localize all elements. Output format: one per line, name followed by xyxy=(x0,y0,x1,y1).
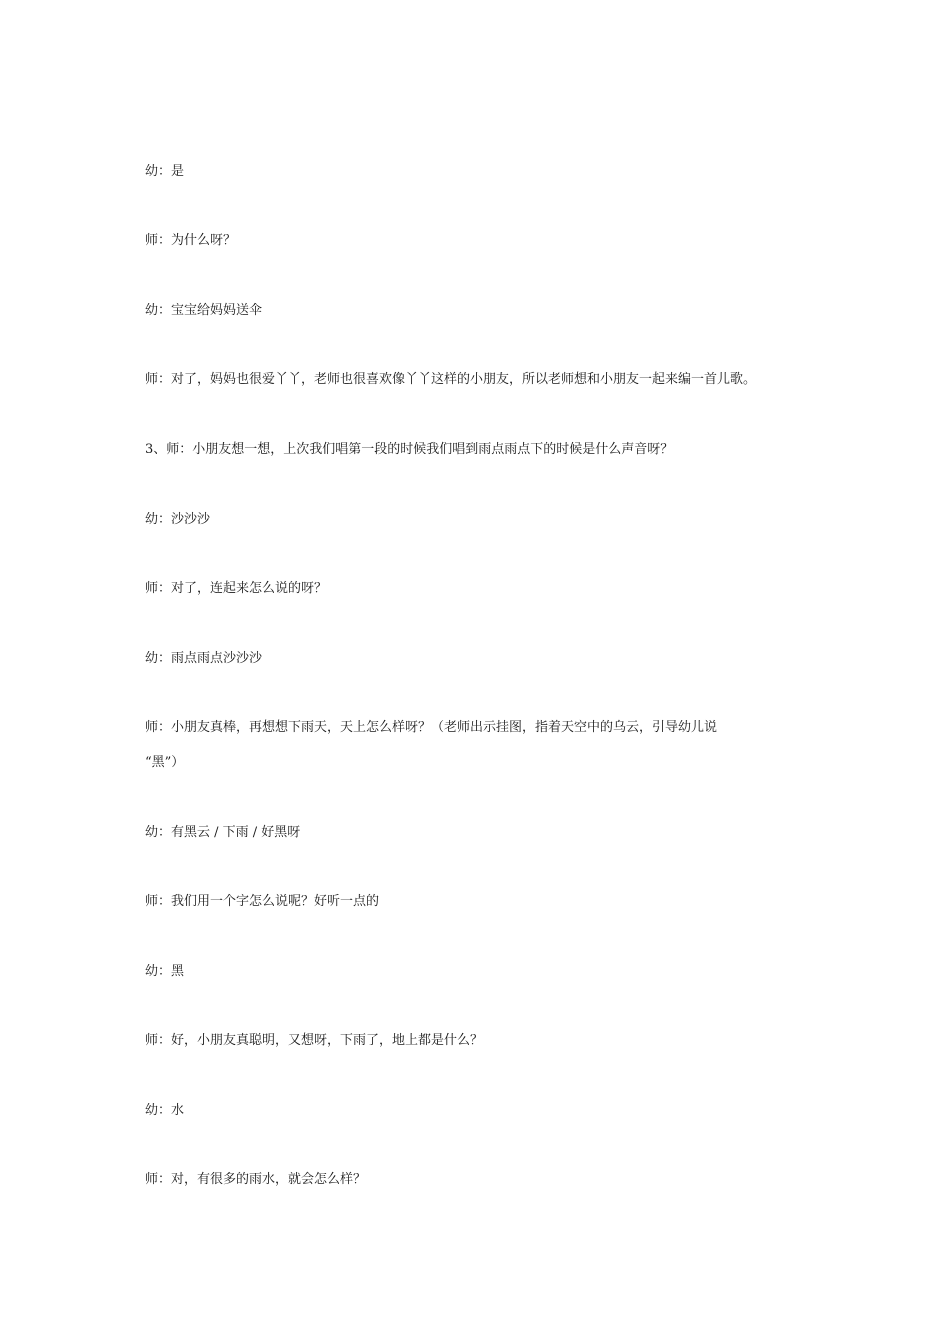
dialogue-line-continuation: “黑”） xyxy=(145,755,185,770)
dialogue-line: 幼：雨点雨点沙沙沙 xyxy=(145,651,263,666)
dialogue-line: 师：好，小朋友真聪明，又想呀，下雨了，地上都是什么？ xyxy=(145,1033,484,1048)
dialogue-line: 师：我们用一个字怎么说呢？好听一点的 xyxy=(145,894,380,909)
dialogue-line: 幼：有黑云 / 下雨 / 好黑呀 xyxy=(145,825,301,840)
dialogue-line: 师：对了，连起来怎么说的呀？ xyxy=(145,581,328,596)
dialogue-line: 3、师：小朋友想一想，上次我们唱第一段的时候我们唱到雨点雨点下的时候是什么声音呀？ xyxy=(145,442,674,457)
dialogue-line: 师：为什么呀？ xyxy=(145,233,237,248)
dialogue-line: 幼：是 xyxy=(145,164,185,179)
dialogue-line: 师：小朋友真棒，再想想下雨天，天上怎么样呀？（老师出示挂图，指着天空中的乌云，引导幼儿说 xyxy=(145,720,718,735)
dialogue-line: 幼：黑 xyxy=(145,964,185,979)
dialogue-line: 幼：水 xyxy=(145,1103,185,1118)
dialogue-line: 幼：宝宝给妈妈送伞 xyxy=(145,303,263,318)
dialogue-line: 师：对，有很多的雨水，就会怎么样？ xyxy=(145,1172,367,1187)
dialogue-line: 幼：沙沙沙 xyxy=(145,512,211,527)
dialogue-line: 师：对了，妈妈也很爱丫丫，老师也很喜欢像丫丫这样的小朋友，所以老师想和小朋友一起来编一首儿歌。 xyxy=(145,372,757,387)
